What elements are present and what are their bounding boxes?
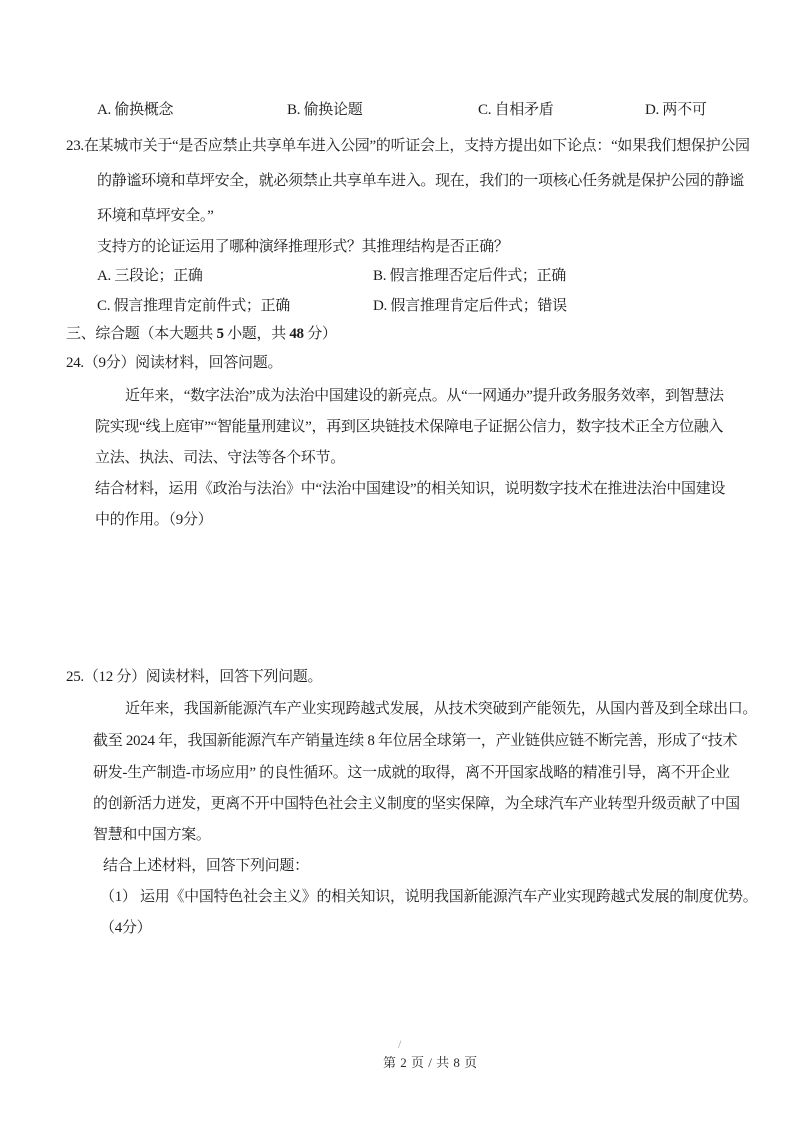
q25-material-line-2: 截至 2024 年，我国新能源汽车产销量连续 8 年位居全球第一，产业链供应链不断完善，形成了“技术 [93, 733, 738, 749]
section-question-count: 5 [216, 326, 224, 342]
q25-material-line-4: 的创新活力迸发，更离不开中国特色社会主义制度的坚实保障，为全球汽车产业转型升级贡献了中国 [93, 796, 740, 812]
q23-stem-line-3: 环境和草坪安全。” [97, 208, 214, 224]
section-heading-prefix: 三、综合题（本大题共 [66, 326, 217, 342]
q23-option-a: A. 三段论；正确 [97, 268, 203, 284]
q23-stem-line-2: 的静谧环境和草坪安全，就必须禁止共享单车进入。现在，我们的一项核心任务就是保护公园的静谧 [97, 173, 744, 189]
q22-option-b: B. 偷换论题 [287, 102, 363, 118]
q25-material-line-5: 智慧和中国方案。 [93, 827, 211, 843]
section-heading-middle: 小题，共 [223, 326, 290, 342]
section-heading [66, 324, 337, 344]
q23-option-b: B. 假言推理否定后件式；正确 [373, 268, 567, 284]
q24-header: 24.（9分）阅读材料，回答问题。 [66, 355, 283, 371]
footer-page-indicator: 第 2 页 / 共 8 页 [383, 1055, 478, 1070]
q25-task1-line-1: （1） 运用《中国特色社会主义》的相关知识，说明我国新能源汽车产业实现跨越式发展的制度优势。 [100, 889, 758, 905]
q22-option-c: C. 自相矛盾 [478, 102, 554, 118]
footer-slash-mark: / [398, 1037, 402, 1051]
q23-question: 支持方的论证运用了哪种演绎推理形式？其推理结构是否正确？ [97, 239, 509, 255]
q23-option-c: C. 假言推理肯定前件式；正确 [97, 298, 291, 314]
section-heading-suffix: 分） [303, 326, 337, 342]
q24-material-line-3: 立法、执法、司法、守法等各个环节。 [95, 450, 345, 466]
q25-material-line-3: 研发-生产制造-市场应用” 的良性循环。这一成就的取得，离不开国家战略的精准引导，离不开企业 [93, 765, 730, 781]
section-total-points: 48 [289, 326, 304, 342]
q23-option-d: D. 假言推理肯定后件式；错误 [373, 298, 567, 314]
q22-option-d: D. 两不可 [645, 102, 707, 118]
q24-task-line-1: 结合材料，运用《政治与法治》中“法治中国建设”的相关知识，说明数字技术在推进法治中国建设 [95, 481, 726, 497]
q24-material-line-1: 近年来，“数字法治”成为法治中国建设的新亮点。从“一网通办”提升政务服务效率，到智慧法 [125, 388, 724, 404]
q25-task1-line-2: （4分） [100, 920, 152, 936]
q25-task-intro: 结合上述材料，回答下列问题： [103, 858, 309, 874]
q24-task-line-2: 中的作用。（9分） [95, 512, 213, 528]
q22-option-a: A. 偷换概念 [97, 102, 174, 118]
q23-stem-line-1: 23.在某城市关于“是否应禁止共享单车进入公园”的听证会上，支持方提出如下论点：“如果我们想保护公园 [66, 138, 750, 154]
q24-material-line-2: 院实现“线上庭审”“智能量刑建议”，再到区块链技术保障电子证据公信力，数字技术正全方位融入 [95, 419, 724, 435]
q25-header: 25.（12 分）阅读材料，回答下列问题。 [66, 669, 323, 685]
q25-material-line-1: 近年来，我国新能源汽车产业实现跨越式发展，从技术突破到产能领先，从国内普及到全球出口。 [125, 701, 758, 717]
